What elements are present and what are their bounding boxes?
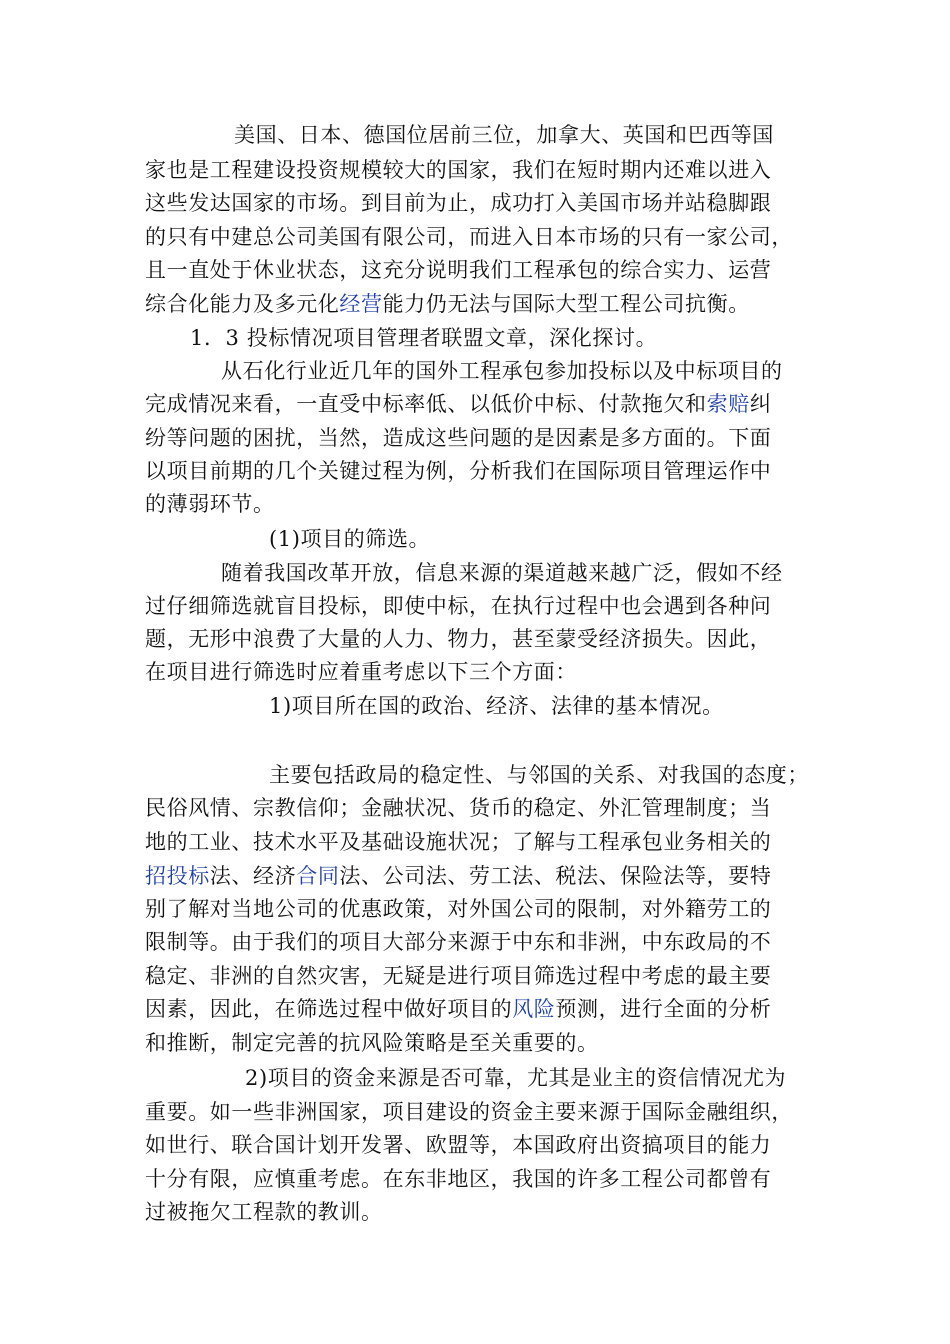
paragraph-3-line-3: 题，无形中浪费了大量的人力、物力，甚至蒙受经济损失。因此，: [145, 627, 772, 651]
paragraph-2-line-2-text-a: 完成情况来看，一直受中标率低、以低价中标、付款拖欠和: [145, 392, 707, 416]
paragraph-4-line-1: 主要包括政局的稳定性、与邻国的关系、对我国的态度；: [269, 763, 809, 787]
paragraph-1-line-5: 且一直处于休业状态，这充分说明我们工程承包的综合实力、运营: [145, 258, 772, 282]
paragraph-2-line-1: 从石化行业近几年的国外工程承包参加投标以及中标项目的: [221, 359, 783, 383]
section-heading-1-3: 1．3 投标情况项目管理者联盟文章，深化探讨。: [190, 326, 658, 350]
paragraph-1-line-4: 的只有中建总公司美国有限公司，而进入日本市场的只有一家公司，: [145, 225, 793, 249]
link-suopei[interactable]: 索赔: [706, 392, 750, 416]
paragraph-4-line-4-text-a: 法、经济: [209, 864, 297, 888]
paragraph-1-line-6: [145, 289, 750, 319]
paragraph-3-line-2: 过仔细筛选就盲目投标，即使中标，在执行过程中也会遇到各种问: [145, 594, 772, 618]
paragraph-5-line-3: 如世行、联合国计划开发署、欧盟等，本国政府出资搞项目的能力: [145, 1133, 772, 1157]
paragraph-4-line-6: 限制等。由于我们的项目大部分来源于中东和非洲，中东政局的不: [145, 930, 772, 954]
paragraph-5-line-1: 2)项目的资金来源是否可靠，尤其是业主的资信情况尤为: [245, 1066, 787, 1090]
paragraph-2-line-5: 的薄弱环节。: [145, 492, 275, 516]
paragraph-2-line-4: 以项目前期的几个关键过程为例，分析我们在国际项目管理运作中: [145, 459, 772, 483]
paragraph-1-line-3: 这些发达国家的市场。到目前为止，成功打入美国市场并站稳脚跟: [145, 191, 772, 215]
paragraph-4-line-7: 稳定、非洲的自然灾害，无疑是进行项目筛选过程中考虑的最主要: [145, 964, 772, 988]
paragraph-4-line-8-text-a: 因素，因此，在筛选过程中做好项目的: [145, 997, 513, 1021]
paragraph-4-line-4-text-b: 法、公司法、劳工法、税法、保险法等，要特: [339, 864, 772, 888]
paragraph-4-line-3: 地的工业、技术水平及基础设施状况；了解与工程承包业务相关的: [145, 830, 772, 854]
paragraph-1-line-6-text-a: 综合化能力及多元化: [145, 292, 340, 316]
link-jingying[interactable]: 经营: [339, 292, 383, 316]
paragraph-1-line-2: 家也是工程建设投资规模较大的国家，我们在短时期内还难以进入: [145, 158, 772, 182]
paragraph-4-line-4: [145, 861, 771, 891]
paragraph-5-line-5: 过被拖欠工程款的教训。: [145, 1200, 383, 1224]
paragraph-5-line-2: 重要。如一些非洲国家，项目建设的资金主要来源于国际金融组织，: [145, 1100, 793, 1124]
paragraph-4-line-8: [145, 994, 771, 1024]
subheading-project-screening: (1)项目的筛选。: [269, 527, 431, 551]
paragraph-4-line-8-text-b: 预测，进行全面的分析: [555, 997, 772, 1021]
link-hetong[interactable]: 合同: [296, 864, 340, 888]
paragraph-4-line-2: 民俗风情、宗教信仰；金融状况、货币的稳定、外汇管理制度；当: [145, 796, 772, 820]
link-fengxian[interactable]: 风险: [512, 997, 556, 1021]
paragraph-4-line-9: 和推断，制定完善的抗风险策略是至关重要的。: [145, 1031, 599, 1055]
paragraph-2-line-3: 纷等问题的困扰，当然，造成这些问题的是因素是多方面的。下面: [145, 426, 772, 450]
paragraph-3-line-4: 在项目进行筛选时应着重考虑以下三个方面：: [145, 660, 577, 684]
paragraph-1-line-1: 美国、日本、德国位居前三位，加拿大、英国和巴西等国: [234, 123, 774, 147]
list-item-1: 1)项目所在国的政治、经济、法律的基本情况。: [269, 694, 724, 718]
paragraph-4-line-5: 别了解对当地公司的优惠政策，对外国公司的限制，对外籍劳工的: [145, 897, 772, 921]
paragraph-5-line-4: 十分有限，应慎重考虑。在东非地区，我国的许多工程公司都曾有: [145, 1167, 772, 1191]
paragraph-2-line-2-text-b: 纠: [749, 392, 772, 416]
paragraph-1-line-6-text-b: 能力仍无法与国际大型工程公司抗衡。: [382, 292, 750, 316]
link-zhaotoubiao[interactable]: 招投标: [145, 864, 210, 888]
paragraph-3-line-1: 随着我国改革开放，信息来源的渠道越来越广泛，假如不经: [221, 561, 783, 585]
paragraph-2-line-2: [145, 389, 771, 419]
